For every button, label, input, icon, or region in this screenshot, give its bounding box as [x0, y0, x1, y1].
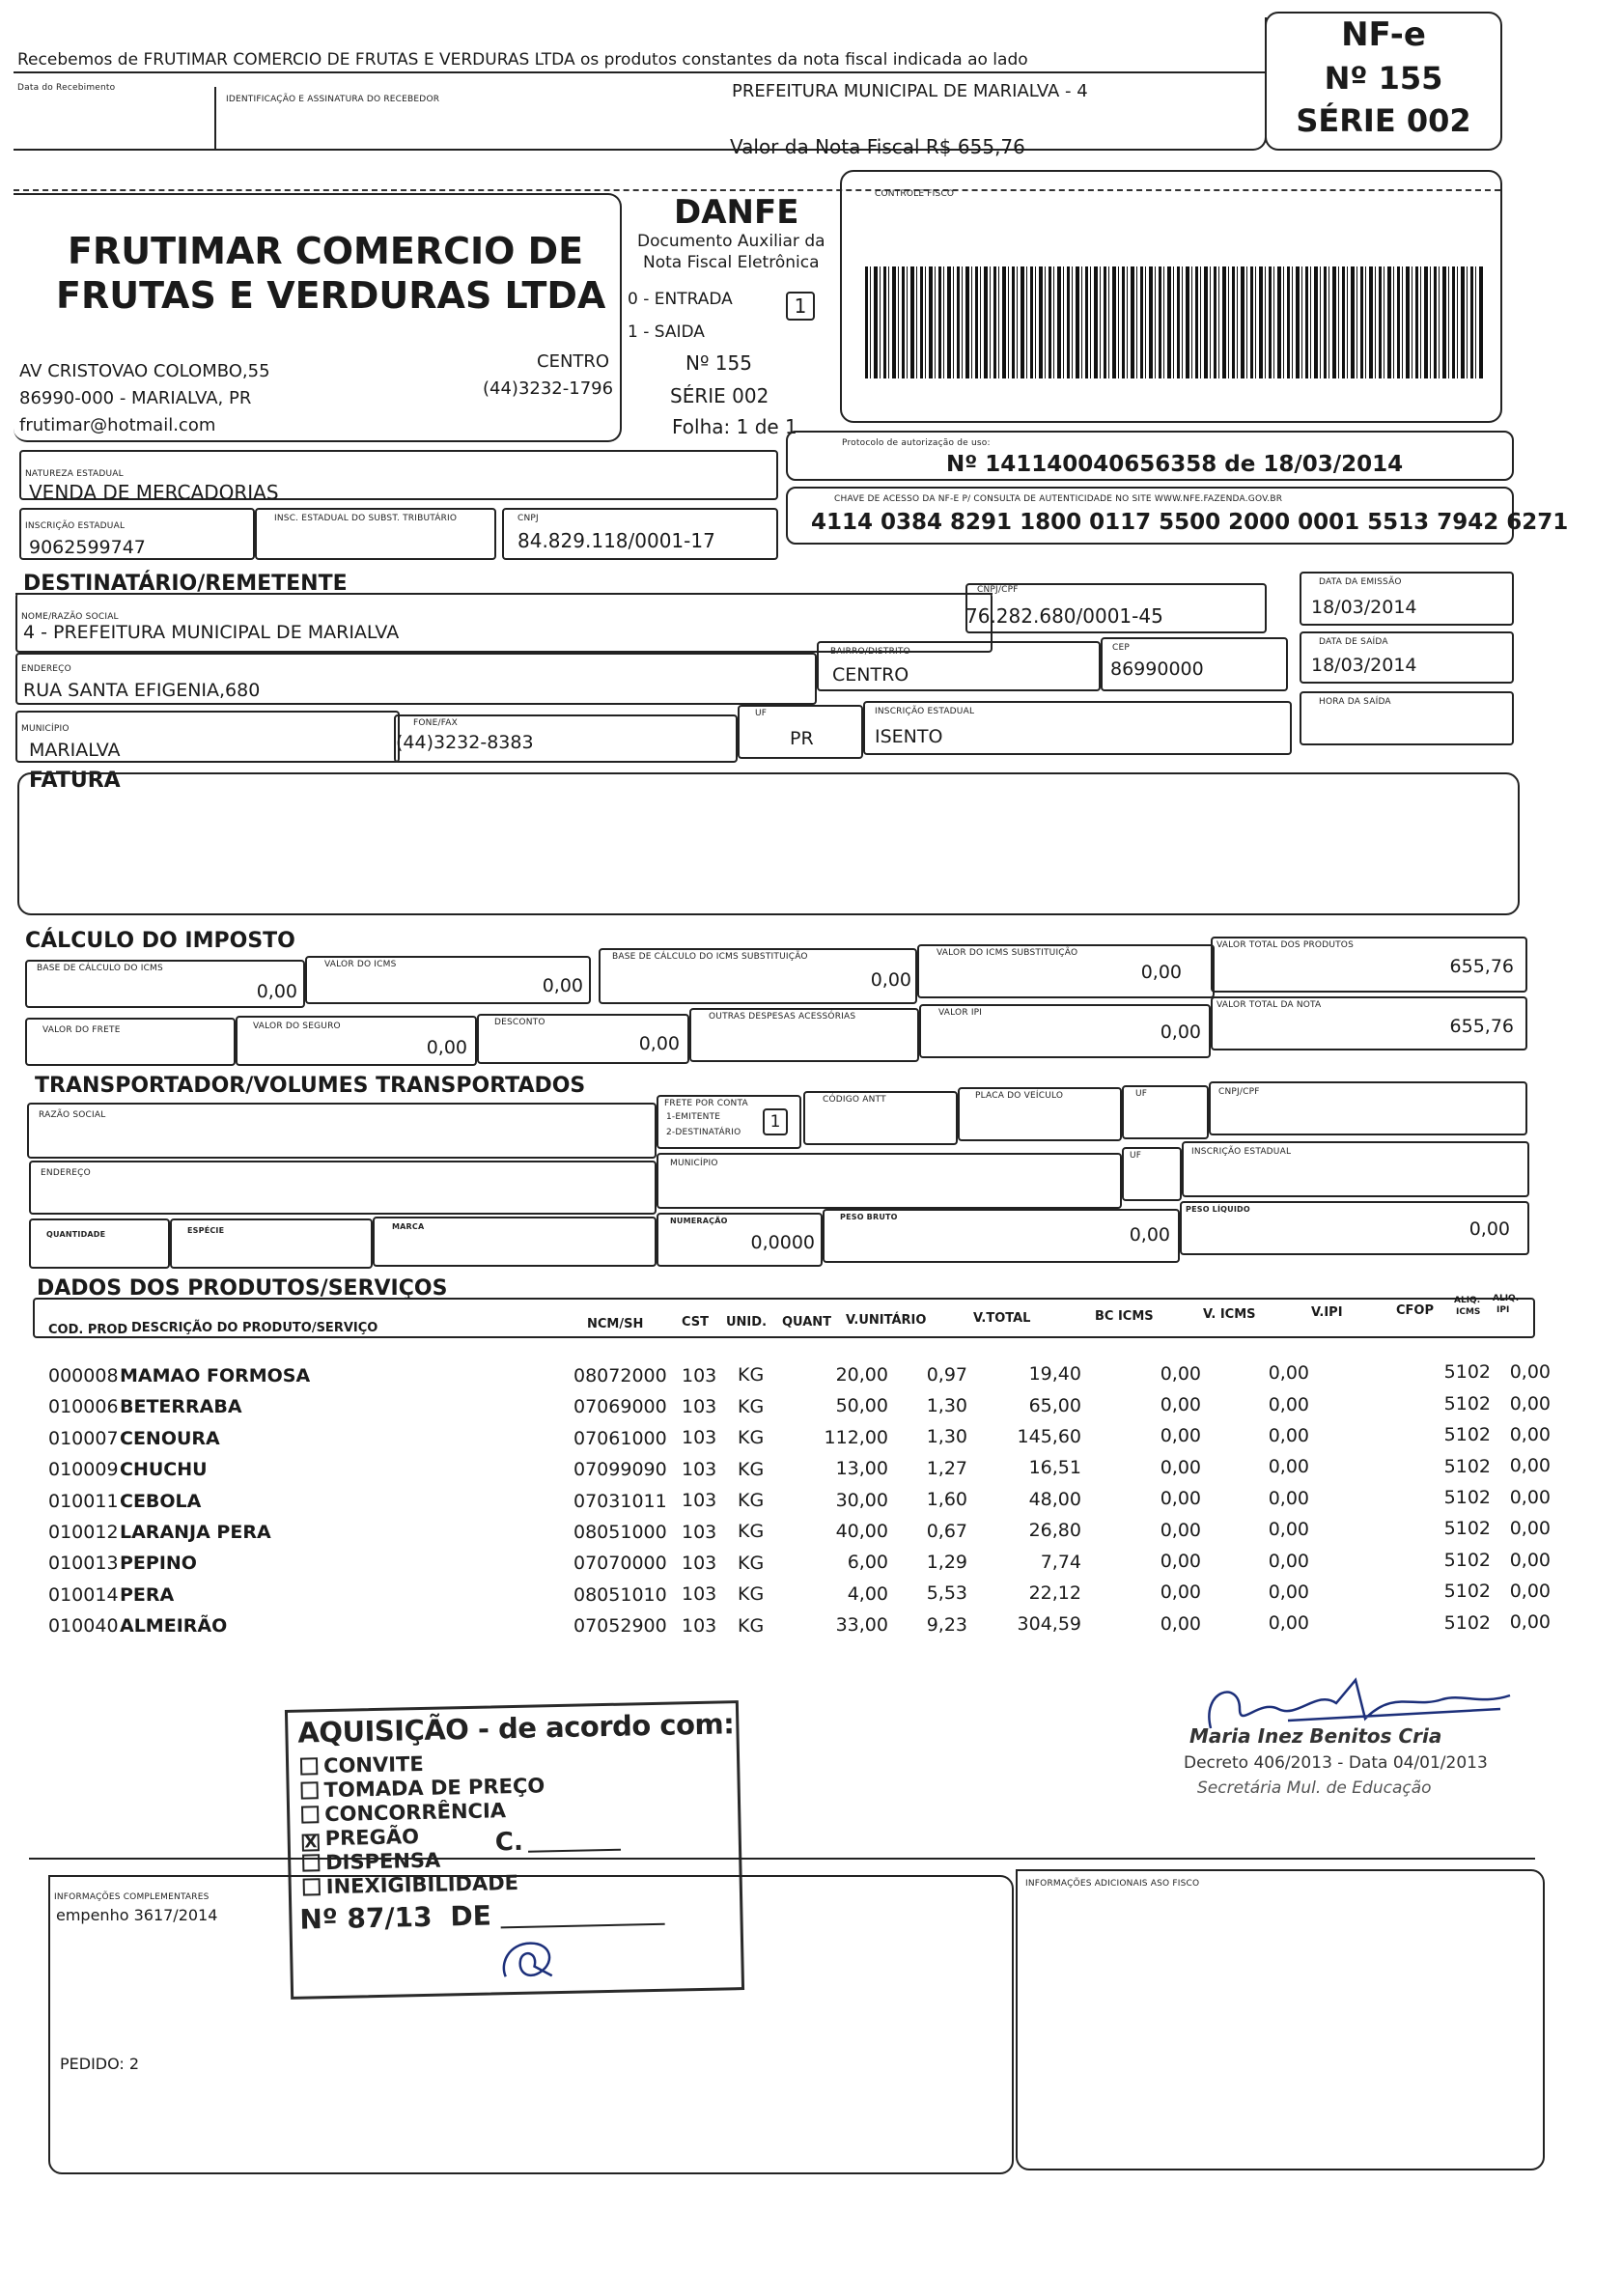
cell-quant: 13,00: [835, 1458, 888, 1480]
hdr-vunit: V.UNITÁRIO: [846, 1313, 927, 1328]
signature-name: Maria Inez Benitos Cria: [1189, 1724, 1442, 1748]
dest-bairro-value: CENTRO: [832, 664, 909, 686]
dest-bairro-label: BAIRRO/DISTRITO: [830, 647, 910, 657]
imposto-bc-value: 0,00: [256, 981, 297, 1002]
transp-placa-label: PLACA DO VEÍCULO: [975, 1091, 1064, 1101]
cell-cfop: 5102: [1443, 1424, 1491, 1446]
dest-uf-value: PR: [790, 728, 814, 749]
danfe-entrada: 0 - ENTRADA: [628, 290, 733, 309]
cell-desc: CEBOLA: [120, 1490, 202, 1512]
checkbox-icon: X: [302, 1834, 320, 1851]
hdr-bc: BC ICMS: [1095, 1309, 1154, 1324]
imposto-icms-value: 0,00: [542, 975, 583, 996]
imposto-vnota-label: VALOR TOTAL DA NOTA: [1216, 1000, 1322, 1010]
checkbox-icon: [301, 1806, 319, 1823]
barcode: [865, 266, 1485, 378]
hdr-cfop: CFOP: [1396, 1303, 1434, 1318]
cell-vunit: 1,30: [926, 1426, 967, 1448]
cell-desc: CHUCHU: [120, 1459, 208, 1481]
dest-saida-value: 18/03/2014: [1311, 655, 1417, 676]
hdr-quant: QUANT: [782, 1315, 832, 1330]
cell-aliq: 0,00: [1509, 1455, 1551, 1477]
dest-ie-value: ISENTO: [875, 726, 943, 747]
cell-cod: 010014: [48, 1583, 119, 1606]
cell-aliq: 0,00: [1509, 1549, 1551, 1571]
emitente-fone: (44)3232-1796: [483, 378, 614, 399]
cell-unid: KG: [738, 1364, 765, 1386]
cell-aliq: 0,00: [1509, 1392, 1551, 1414]
cell-cst: 103: [682, 1614, 717, 1637]
cell-unid: KG: [738, 1552, 765, 1574]
cell-cfop: 5102: [1443, 1361, 1491, 1384]
dest-emissao-label: DATA DA EMISSÃO: [1319, 577, 1402, 587]
cell-ncm: 07070000: [573, 1553, 667, 1575]
emitente-nome-2: FRUTAS E VERDURAS LTDA: [56, 274, 606, 317]
transp-section-title: TRANSPORTADOR/VOLUMES TRANSPORTADOS: [35, 1074, 586, 1098]
cell-quant: 33,00: [835, 1614, 888, 1637]
cell-quant: 6,00: [847, 1552, 888, 1574]
hdr-desc: DESCRIÇÃO DO PRODUTO/SERVIÇO: [131, 1321, 378, 1335]
cell-cfop: 5102: [1443, 1581, 1491, 1603]
signature-cargo: Secretária Mul. de Educação: [1197, 1778, 1432, 1798]
imposto-seguro-label: VALOR DO SEGURO: [253, 1022, 341, 1031]
cell-vicms: 0,00: [1268, 1456, 1309, 1478]
cell-quant: 50,00: [835, 1395, 888, 1417]
dest-nome-label: NOME/RAZÃO SOCIAL: [21, 612, 119, 622]
cell-vunit: 1,27: [926, 1457, 967, 1479]
cell-desc: BETERRABA: [120, 1396, 242, 1418]
cell-vicms: 0,00: [1268, 1581, 1309, 1603]
cell-cst: 103: [682, 1364, 717, 1386]
checkbox-icon: [300, 1757, 318, 1775]
imposto-vst-value: 0,00: [1140, 962, 1182, 983]
cell-aliq: 0,00: [1509, 1580, 1551, 1602]
aquisicao-c-label: C.: [494, 1827, 524, 1858]
cell-desc: PEPINO: [120, 1553, 197, 1575]
signature-decreto: Decreto 406/2013 - Data 04/01/2013: [1184, 1753, 1488, 1773]
aquisicao-option-label: CONCORRÊNCIA: [323, 1799, 507, 1827]
natureza-value: VENDA DE MERCADORIAS: [29, 481, 279, 504]
cell-vunit: 1,29: [926, 1552, 967, 1573]
info-empenho: empenho 3617/2014: [56, 1906, 218, 1924]
info-fisco-box: [1016, 1869, 1545, 2170]
hdr-vipi: V.IPI: [1311, 1305, 1343, 1320]
cell-desc: LARANJA PERA: [120, 1522, 271, 1543]
cell-bc: 0,00: [1160, 1394, 1201, 1416]
dest-fone-value: (44)3232-8383: [396, 732, 534, 753]
cell-vicms: 0,00: [1268, 1393, 1309, 1415]
checkbox-icon: [300, 1781, 318, 1799]
transp-frete-2: 2-DESTINATÁRIO: [666, 1128, 741, 1137]
transp-pb-value: 0,00: [1129, 1224, 1170, 1246]
info-pedido: PEDIDO: 2: [60, 2055, 140, 2073]
transp-frete-value: 1: [763, 1108, 788, 1135]
transp-num-value: 0,0000: [750, 1232, 815, 1253]
emitente-cep-cidade: 86990-000 - MARIALVA, PR: [19, 388, 252, 408]
cell-unid: KG: [738, 1458, 765, 1480]
cell-cod: 010007: [48, 1427, 119, 1449]
hdr-aliq-ipi-1: ALIQ.: [1493, 1294, 1520, 1303]
chave-value: 4114 0384 8291 1800 0117 5500 2000 0001 5513 7942 6271: [811, 510, 1569, 535]
aquisicao-numero: Nº 87/13: [299, 1900, 433, 1936]
dest-cep-label: CEP: [1112, 643, 1130, 653]
dest-end-label: ENDEREÇO: [21, 664, 71, 674]
cell-vicms: 0,00: [1268, 1519, 1309, 1541]
nfe-serie: SÉRIE 002: [1296, 102, 1471, 139]
cell-ncm: 07099090: [573, 1459, 667, 1481]
dest-emissao-value: 18/03/2014: [1311, 597, 1417, 618]
dest-section-title: DESTINATÁRIO/REMETENTE: [23, 572, 348, 596]
ie-value: 9062599747: [29, 537, 146, 558]
cell-quant: 30,00: [835, 1489, 888, 1511]
hdr-cst: CST: [682, 1315, 710, 1330]
cell-unid: KG: [738, 1614, 765, 1637]
cell-bc: 0,00: [1160, 1362, 1201, 1385]
canhoto-data-label: Data do Recebimento: [17, 83, 116, 93]
imposto-vst-label: VALOR DO ICMS SUBSTITUIÇÃO: [937, 948, 1078, 958]
cell-vicms: 0,00: [1268, 1362, 1309, 1385]
cell-vtotal: 19,40: [1028, 1363, 1081, 1386]
cell-cst: 103: [682, 1583, 717, 1606]
cell-aliq: 0,00: [1509, 1611, 1551, 1634]
cell-cst: 103: [682, 1490, 717, 1512]
cell-unid: KG: [738, 1427, 765, 1449]
cell-quant: 20,00: [835, 1363, 888, 1386]
cell-bc: 0,00: [1160, 1519, 1201, 1541]
transp-cnpj-label: CNPJ/CPF: [1218, 1087, 1260, 1097]
transp-marca-label: MARCA: [392, 1222, 425, 1231]
cell-bc: 0,00: [1160, 1612, 1201, 1635]
cell-bc: 0,00: [1160, 1488, 1201, 1510]
produtos-section-title: DADOS DOS PRODUTOS/SERVIÇOS: [37, 1276, 448, 1301]
transp-qtd-box: [29, 1218, 170, 1269]
imposto-ipi-label: VALOR IPI: [938, 1008, 983, 1018]
imposto-section-title: CÁLCULO DO IMPOSTO: [25, 929, 295, 953]
aquisicao-de: DE: [450, 1899, 492, 1933]
transp-end-box: [29, 1161, 657, 1215]
canhoto-text: Recebemos de FRUTIMAR COMERCIO DE FRUTAS E VERDURAS LTDA os produtos constantes da nota fiscal indicada ao lado: [17, 50, 1028, 70]
cell-vtotal: 65,00: [1028, 1394, 1081, 1416]
nfe-numero: Nº 155: [1324, 60, 1443, 97]
cell-ncm: 07052900: [573, 1615, 667, 1638]
transp-antt-label: CÓDIGO ANTT: [823, 1095, 886, 1105]
hdr-ncm: NCM/SH: [587, 1317, 644, 1331]
danfe-numero: Nº 155: [685, 351, 752, 375]
transp-razao-box: [27, 1103, 657, 1159]
cell-cod: 010012: [48, 1522, 119, 1543]
hdr-cod: COD. PROD: [48, 1323, 128, 1337]
aquisicao-option-label: INEXIGIBILIDADE: [325, 1870, 519, 1899]
cell-vunit: 1,60: [926, 1489, 967, 1511]
danfe-serie: SÉRIE 002: [670, 384, 769, 407]
cell-cod: 010011: [48, 1490, 119, 1512]
cell-ncm: 07031011: [573, 1490, 667, 1512]
cell-unid: KG: [738, 1489, 765, 1511]
ie-st-label: INSC. ESTADUAL DO SUBST. TRIBUTÁRIO: [274, 514, 458, 523]
cell-unid: KG: [738, 1583, 765, 1606]
transp-num-label: NUMERAÇÃO: [670, 1217, 728, 1225]
imposto-vnota-value: 655,76: [1449, 1016, 1514, 1037]
emitente-email: frutimar@hotmail.com: [19, 415, 216, 435]
fatura-section-title: FATURA: [29, 769, 121, 793]
cell-cfop: 5102: [1443, 1392, 1491, 1414]
dest-end-value: RUA SANTA EFIGENIA,680: [23, 680, 261, 701]
cell-cst: 103: [682, 1458, 717, 1480]
chave-label: CHAVE DE ACESSO DA NF-E P/ CONSULTA DE AUTENTICIDADE NO SITE WWW.NFE.FAZENDA.GOV.BR: [834, 494, 1283, 504]
cell-cfop: 5102: [1443, 1455, 1491, 1477]
imposto-icms-label: VALOR DO ICMS: [324, 960, 397, 969]
cell-bc: 0,00: [1160, 1551, 1201, 1573]
cell-bc: 0,00: [1160, 1582, 1201, 1604]
dest-cnpj-value: 76.282.680/0001-45: [965, 604, 1163, 628]
transp-mun-box: [657, 1153, 1122, 1209]
controle-fisco-label: CONTROLE FISCO: [875, 189, 955, 199]
cell-vtotal: 304,59: [1017, 1613, 1081, 1636]
hdr-aliq-icms-2: ICMS: [1456, 1307, 1481, 1317]
imposto-desc-label: DESCONTO: [494, 1018, 545, 1027]
cell-cst: 103: [682, 1395, 717, 1417]
dest-mun-value: MARIALVA: [29, 740, 121, 761]
imposto-frete-label: VALOR DO FRETE: [42, 1025, 121, 1035]
cell-ncm: 07069000: [573, 1396, 667, 1418]
cell-bc: 0,00: [1160, 1456, 1201, 1478]
checkbox-icon: [302, 1854, 320, 1871]
info-compl-label: INFORMAÇÕES COMPLEMENTARES: [54, 1892, 210, 1902]
cell-cod: 000008: [48, 1365, 119, 1386]
imposto-vprod-value: 655,76: [1449, 956, 1514, 977]
danfe-tipo-box: 1: [786, 292, 815, 321]
danfe-saida: 1 - SAIDA: [628, 322, 705, 342]
cell-desc: CENOURA: [120, 1427, 220, 1449]
cell-vicms: 0,00: [1268, 1487, 1309, 1509]
transp-frete-label: FRETE POR CONTA: [664, 1099, 748, 1108]
cell-cfop: 5102: [1443, 1549, 1491, 1571]
protocolo-label: Protocolo de autorização de uso:: [842, 438, 991, 448]
transp-mun-label: MUNICÍPIO: [670, 1159, 718, 1168]
imposto-bcst-label: BASE DE CÁLCULO DO ICMS SUBSTITUIÇÃO: [612, 952, 808, 962]
dest-nome-value: 4 - PREFEITURA MUNICIPAL DE MARIALVA: [23, 622, 400, 643]
cell-aliq: 0,00: [1509, 1361, 1551, 1384]
cell-aliq: 0,00: [1509, 1518, 1551, 1540]
cell-desc: PERA: [120, 1583, 175, 1606]
emitente-nome-1: FRUTIMAR COMERCIO DE: [68, 230, 584, 272]
aquisicao-option-label: CONVITE: [322, 1751, 424, 1778]
hdr-unid: UNID.: [726, 1315, 768, 1330]
dest-saida-label: DATA DE SAÍDA: [1319, 637, 1388, 647]
danfe-sub2: Nota Fiscal Eletrônica: [643, 253, 820, 272]
cell-vunit: 0,97: [926, 1363, 967, 1386]
imposto-vprod-label: VALOR TOTAL DOS PRODUTOS: [1216, 940, 1355, 950]
cell-vicms: 0,00: [1268, 1612, 1309, 1635]
dest-hora-label: HORA DA SAÍDA: [1319, 697, 1391, 707]
hdr-vicms: V. ICMS: [1203, 1307, 1256, 1322]
cell-vicms: 0,00: [1268, 1424, 1309, 1446]
dest-uf-label: UF: [755, 709, 768, 718]
cell-desc: ALMEIRÃO: [120, 1615, 228, 1638]
danfe-folha: Folha: 1 de 1: [672, 415, 797, 438]
cell-quant: 4,00: [847, 1582, 888, 1605]
ie-label: INSCRIÇÃO ESTADUAL: [25, 521, 126, 531]
cell-vunit: 9,23: [926, 1613, 967, 1636]
cell-desc: MAMAO FORMOSA: [120, 1365, 311, 1386]
cell-vtotal: 48,00: [1028, 1488, 1081, 1510]
dest-fone-label: FONE/FAX: [413, 718, 458, 728]
danfe-title: DANFE: [674, 193, 799, 232]
cell-cod: 010009: [48, 1459, 119, 1481]
dest-ie-label: INSCRIÇÃO ESTADUAL: [875, 707, 975, 716]
hdr-vtotal: V.TOTAL: [973, 1311, 1031, 1326]
cell-vunit: 0,67: [926, 1520, 967, 1542]
cell-aliq: 0,00: [1509, 1486, 1551, 1508]
cell-cst: 103: [682, 1552, 717, 1574]
canhoto-ident-label: IDENTIFICAÇÃO E ASSINATURA DO RECEBEDOR: [226, 95, 440, 104]
cell-cod: 010040: [48, 1615, 119, 1638]
cell-cfop: 5102: [1443, 1487, 1491, 1509]
cell-cst: 103: [682, 1521, 717, 1543]
cell-cod: 010013: [48, 1553, 119, 1575]
transp-end-label: ENDEREÇO: [41, 1168, 91, 1178]
cell-cst: 103: [682, 1427, 717, 1449]
transp-uf-label: UF: [1135, 1089, 1148, 1099]
imposto-ipi-value: 0,00: [1160, 1022, 1201, 1043]
aquisicao-option-label: TOMADA DE PREÇO: [323, 1774, 545, 1803]
cell-vtotal: 22,12: [1028, 1582, 1081, 1604]
cell-ncm: 07061000: [573, 1427, 667, 1449]
hdr-aliq-icms-1: ALIQ.: [1454, 1296, 1481, 1305]
cell-vtotal: 26,80: [1028, 1520, 1081, 1542]
dest-cep-value: 86990000: [1110, 658, 1204, 680]
imposto-bc-label: BASE DE CÁLCULO DO ICMS: [37, 964, 163, 973]
cell-aliq: 0,00: [1509, 1423, 1551, 1445]
aquisicao-option-label: PREGÃO: [324, 1825, 420, 1851]
imposto-bcst-value: 0,00: [870, 969, 911, 991]
aquisicao-title: AQUISIÇÃO - de acordo com:: [297, 1707, 735, 1750]
emitente-bairro: CENTRO: [537, 351, 610, 372]
emitente-endereco: AV CRISTOVAO COLOMBO,55: [19, 361, 270, 381]
cell-quant: 40,00: [835, 1520, 888, 1542]
transp-ie-label: INSCRIÇÃO ESTADUAL: [1191, 1147, 1292, 1157]
transp-pb-label: PESO BRUTO: [840, 1213, 898, 1221]
canhoto-valor: Valor da Nota Fiscal R$ 655,76: [730, 135, 1025, 158]
cell-vunit: 5,53: [926, 1582, 967, 1605]
dest-mun-label: MUNICÍPIO: [21, 724, 70, 734]
canhoto-destinatario: PREFEITURA MUNICIPAL DE MARIALVA - 4: [732, 81, 1088, 101]
transp-pl-value: 0,00: [1468, 1218, 1510, 1240]
cell-cod: 010006: [48, 1396, 119, 1418]
cell-quant: 112,00: [824, 1426, 888, 1448]
cell-unid: KG: [738, 1395, 765, 1417]
imposto-outras-label: OUTRAS DESPESAS ACESSÓRIAS: [709, 1012, 856, 1022]
fatura-box: [17, 772, 1520, 915]
cell-vtotal: 145,60: [1017, 1425, 1081, 1447]
imposto-desc-value: 0,00: [638, 1033, 680, 1054]
nfe-title: NF-e: [1341, 15, 1426, 54]
cnpj-emit-label: CNPJ: [517, 514, 539, 523]
aquisicao-option-label: DISPENSA: [324, 1848, 441, 1875]
cell-vtotal: 7,74: [1040, 1551, 1081, 1573]
cell-ncm: 08051000: [573, 1522, 667, 1543]
cell-unid: KG: [738, 1521, 765, 1543]
imposto-seguro-value: 0,00: [426, 1037, 467, 1058]
danfe-sub1: Documento Auxiliar da: [637, 232, 825, 251]
natureza-label: NATUREZA ESTADUAL: [25, 469, 124, 479]
cell-vicms: 0,00: [1268, 1550, 1309, 1572]
transp-uf2-label: UF: [1130, 1151, 1142, 1161]
transp-qtd-label: QUANTIDADE: [46, 1230, 106, 1239]
aquisicao-option: [300, 1774, 545, 1803]
dest-cnpj-label: CNPJ/CPF: [977, 585, 1019, 595]
protocolo-value: Nº 141140040656358 de 18/03/2014: [946, 452, 1404, 477]
transp-frete-1: 1-EMITENTE: [666, 1112, 721, 1122]
cnpj-emit-value: 84.829.118/0001-17: [517, 529, 715, 552]
cell-ncm: 08072000: [573, 1365, 667, 1386]
cell-vtotal: 16,51: [1028, 1457, 1081, 1479]
transp-pl-label: PESO LÍQUIDO: [1186, 1205, 1250, 1214]
cell-cfop: 5102: [1443, 1611, 1491, 1634]
transp-razao-label: RAZÃO SOCIAL: [39, 1110, 106, 1120]
transp-esp-label: ESPÉCIE: [187, 1226, 225, 1235]
info-fisco-label: INFORMAÇÕES ADICIONAIS ASO FISCO: [1025, 1879, 1200, 1889]
cell-cfop: 5102: [1443, 1518, 1491, 1540]
hdr-aliq-ipi-2: IPI: [1496, 1305, 1510, 1315]
cell-vunit: 1,30: [926, 1395, 967, 1416]
cell-ncm: 08051010: [573, 1583, 667, 1606]
cell-bc: 0,00: [1160, 1425, 1201, 1447]
